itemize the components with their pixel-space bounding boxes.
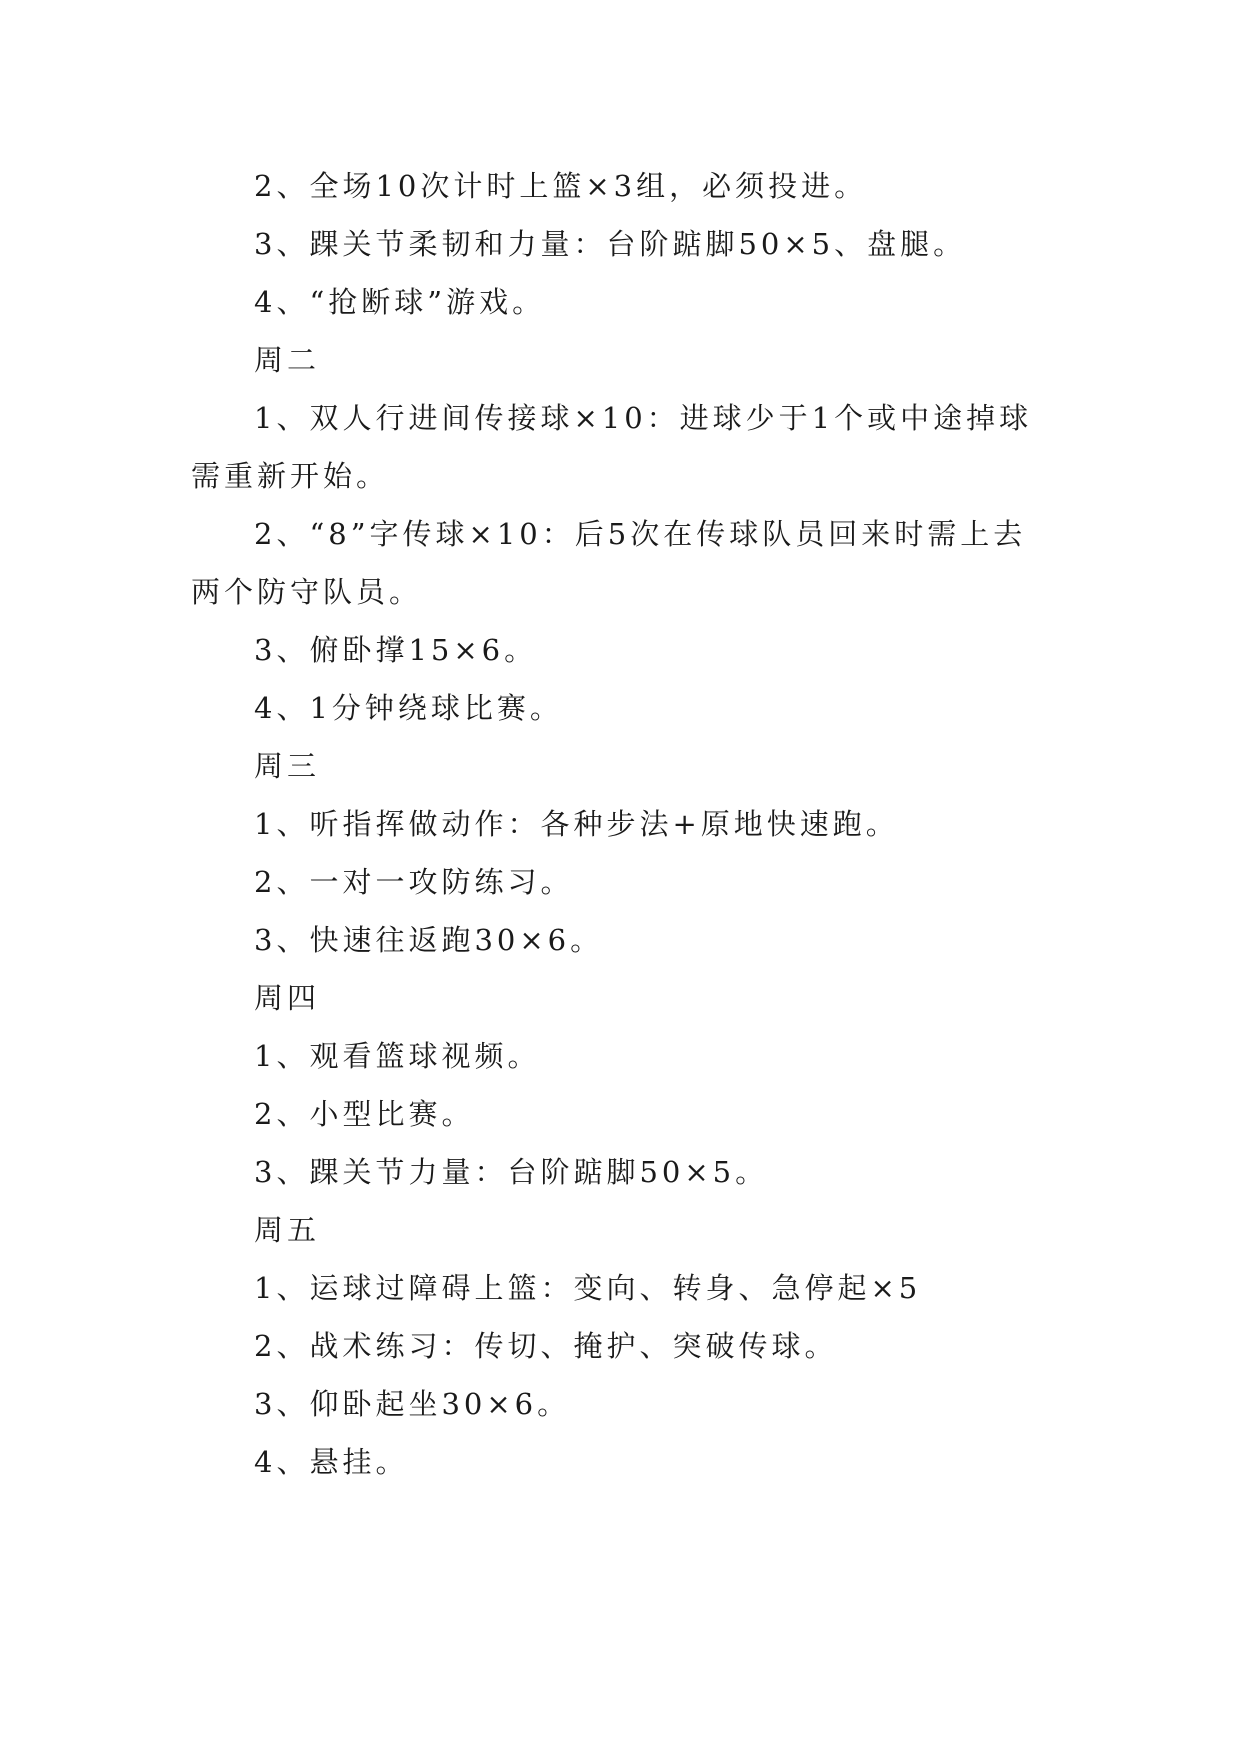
text-line: 2、全场10次计时上篮×3组，必须投进。 [254,169,868,203]
text-line: 4、“抢断球”游戏。 [254,285,546,319]
text-line: 3、踝关节力量：台阶踮脚50×5。 [254,1155,769,1189]
document-body [191,157,1063,1491]
day-heading: 周四 [254,981,321,1015]
day-heading: 周二 [254,343,321,377]
text-line: 1、观看篮球视频。 [254,1039,541,1073]
text-line: 3、仰卧起坐30×6。 [254,1387,571,1421]
day-heading: 周三 [254,749,321,783]
text-line: 4、悬挂。 [254,1445,409,1479]
text-line: 1、运球过障碍上篮：变向、转身、急停起×5 [254,1271,922,1305]
text-line: 2、“8”字传球×10：后5次在传球队员回来时需上去 [254,517,1027,551]
text-line: 3、踝关节柔韧和力量：台阶踮脚50×5、盘腿。 [254,227,967,261]
text-line-continuation: 两个防守队员。 [191,575,423,609]
text-line: 2、小型比赛。 [254,1097,475,1131]
text-line: 3、俯卧撑15×6。 [254,633,538,667]
text-line-continuation: 需重新开始。 [191,459,390,493]
day-heading: 周五 [254,1213,321,1247]
text-line: 2、战术练习：传切、掩护、突破传球。 [254,1329,838,1363]
text-line: 2、一对一攻防练习。 [254,865,574,899]
text-line: 3、快速往返跑30×6。 [254,923,604,957]
text-line: 4、1分钟绕球比赛。 [254,691,563,725]
text-line: 1、双人行进间传接球×10：进球少于1个或中途掉球 [254,401,1033,435]
text-line: 1、听指挥做动作：各种步法+原地快速跑。 [254,807,899,841]
